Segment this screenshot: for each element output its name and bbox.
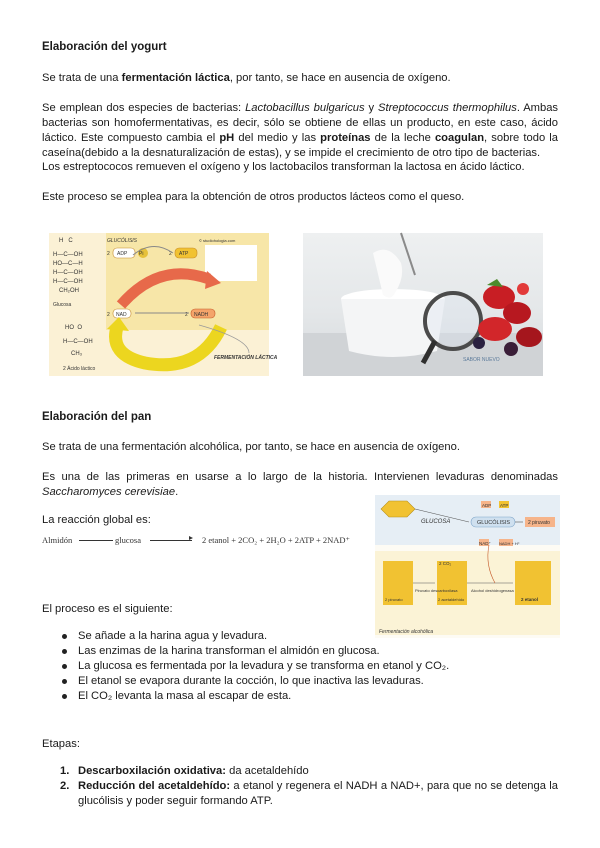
diagram-caption: Fermentación alcohólica	[379, 629, 434, 635]
yogurt-paragraph-2	[42, 101, 558, 161]
pan-paragraph-1: Se trata de una fermentación alcohólica, por tanto, se hace en ausencia de oxígeno.	[42, 441, 460, 453]
species-name: Streptococcus thermophilus	[378, 102, 517, 114]
list-item: Se añade a la harina agua y levadura.	[42, 629, 382, 644]
coefficient: 2	[185, 312, 188, 318]
adp-label: ADP	[117, 251, 128, 257]
text-span: Es una de las primeras en usarse a lo largo de la historia. Intervienen levaduras denominadas	[42, 471, 558, 483]
pyruvate-output-label: 2 piruvato	[528, 520, 550, 526]
yogurt-paragraph-3: Los estreptococos remueven el oxígeno y los lactobacilos transforman la lactosa en ácido láctico.	[42, 161, 525, 173]
species-name: Lactobacillus bulgaricus	[245, 102, 365, 114]
photo-watermark: SABOR NUEVO	[463, 357, 500, 363]
diagram-footer: FERMENTACIÓN LÁCTICA	[214, 355, 278, 361]
spoon-handle	[401, 233, 415, 275]
glucose-structure: HO—C—H	[53, 261, 83, 267]
diagram-title: GLUCÓLISIS	[107, 238, 138, 244]
strawberry	[478, 317, 512, 341]
list-item: El CO₂ levanta la masa al escapar de esta.	[42, 689, 382, 704]
text-span: y	[364, 102, 378, 114]
equation-arrowhead	[189, 536, 193, 540]
yogurt-paragraph-4: Este proceso se emplea para la obtención de otros productos lácteos como el queso.	[42, 191, 465, 203]
co2-label: 2 CO₂	[439, 561, 452, 566]
species-name: Saccharomyces cerevisiae	[42, 486, 176, 498]
list-item: El etanol se evapora durante la cocción, lo que inactiva las levaduras.	[42, 674, 598, 689]
box-acetaldehyde-label: 2 acetaldehído	[438, 597, 465, 602]
box-ethanol-label: 2 etanol	[521, 597, 539, 602]
atp-label: ATP	[179, 251, 189, 257]
glucose-label: GLUCOSA	[421, 519, 451, 525]
glucose-structure: H C	[59, 238, 73, 244]
lactic-fermentation-svg	[49, 233, 278, 376]
text-span: Se emplean dos especies de bacterias:	[42, 102, 246, 114]
coefficient: 2	[169, 251, 172, 257]
glucose-structure: H—C—OH	[53, 252, 83, 258]
raspberry	[517, 283, 529, 295]
nad-label: NAD⁺	[479, 541, 491, 546]
pyruvate-box	[205, 245, 257, 281]
stages-label: Etapas:	[42, 738, 80, 750]
blueberry	[473, 337, 485, 349]
glucose-structure: H—C—OH	[53, 270, 83, 276]
glucose-label: Glucosa	[53, 302, 72, 308]
bold-term: fermentación láctica	[121, 72, 230, 84]
equation-glucose: glucosa	[115, 535, 141, 545]
alcoholic-fermentation-svg	[375, 495, 560, 638]
nad-label: NAD	[116, 312, 127, 318]
lactate-structure: CH₃	[71, 351, 83, 357]
stages-list	[42, 764, 558, 809]
pan-title: Elaboración del pan	[42, 411, 152, 423]
text-span: Se trata de una	[42, 72, 122, 84]
step-title: Reducción del acetaldehído:	[78, 780, 231, 792]
lactic-fermentation-diagram	[49, 233, 278, 376]
pi-label: Pi	[139, 251, 144, 257]
coefficient: 2	[107, 312, 110, 318]
reaction-label: La reacción global es:	[42, 514, 151, 526]
yogurt-photo-svg	[303, 233, 543, 376]
step-title: Descarboxilación oxidativa:	[78, 765, 226, 777]
lactate-label: 2 Ácido láctico	[63, 366, 96, 372]
process-label: El proceso es el siguiente:	[42, 603, 173, 615]
glucose-structure: CH₂OH	[59, 288, 79, 294]
equation-arrow-1	[79, 540, 113, 541]
step-number: 2.	[60, 780, 70, 792]
lactate-structure: H—C—OH	[63, 339, 93, 345]
yogurt-photo	[303, 233, 543, 376]
text-span: , por tanto, se hace en ausencia de oxígeno.	[229, 72, 451, 84]
step-number: 1.	[60, 765, 70, 777]
alcoholic-fermentation-diagram	[375, 495, 560, 638]
yogurt-paragraph-1	[42, 71, 558, 86]
diagram-credit: © studiohologia.com	[199, 238, 236, 243]
equation-products: 2 etanol + 2CO₂ + 2H₂O + 2ATP + 2NAD⁺	[202, 535, 351, 545]
box-pyruvate-label: 2 piruvato	[385, 597, 403, 602]
bold-term: coagulan	[434, 132, 485, 144]
bold-term: pH	[219, 132, 235, 144]
equation-arrow-2	[150, 540, 192, 541]
step-text: da acetaldehído	[225, 765, 309, 777]
blackberry	[504, 342, 518, 356]
lactate-structure: HO O	[65, 325, 83, 331]
adp-label: ADP	[482, 503, 492, 508]
text-span: .	[175, 486, 179, 498]
equation-starch: Almidón	[42, 535, 73, 545]
fermentation-arrow	[116, 327, 221, 365]
magnifier-lens	[428, 296, 478, 346]
glycolysis-label: GLUCÓLISIS	[477, 520, 511, 526]
text-span: del medio y las	[234, 132, 321, 144]
text-span: . Ambas bacterias son homofermentativas, es decir, sólo se obtiene de ellas un producto, en este caso, ácido láctico. Este compuesto cambia el	[42, 102, 559, 144]
global-reaction-equation	[42, 533, 372, 547]
yogurt-title: Elaboración del yogurt	[42, 41, 167, 53]
strawberry	[516, 327, 542, 347]
atp-label: ATP	[500, 503, 509, 508]
strawberry-leaf	[487, 279, 503, 287]
list-item: La glucosa es fermentada por la levadura y se transforma en etanol y CO₂.	[42, 659, 598, 674]
list-item: Las enzimas de la harina transforman el almidón en glucosa.	[42, 644, 382, 659]
nadh-label: NADH + H⁺	[499, 541, 520, 546]
nadh-label: NADH	[194, 312, 209, 318]
step-text: a etanol y regenera el NADH a NAD+, para que no se detenga la glucólisis y poder seguir formando ATP.	[78, 780, 558, 807]
bold-term: proteínas	[320, 132, 371, 144]
text-span: de la leche	[370, 132, 435, 144]
coefficient: 2	[107, 251, 110, 257]
list-item	[42, 779, 558, 809]
glucose-structure: H—C—OH	[53, 279, 83, 285]
alcohol-dehydrogenase-label: Alcohol deshidrogenasa	[471, 588, 514, 593]
pyruvate-decarboxylase-label: Piruvato descarboxilasa	[415, 588, 458, 593]
text-span: , sobre todo la caseína(debido a la desnaturalización de estas), y se impide el crecimiento de otro tipo de bacterias.	[42, 132, 558, 159]
list-item	[42, 764, 558, 779]
